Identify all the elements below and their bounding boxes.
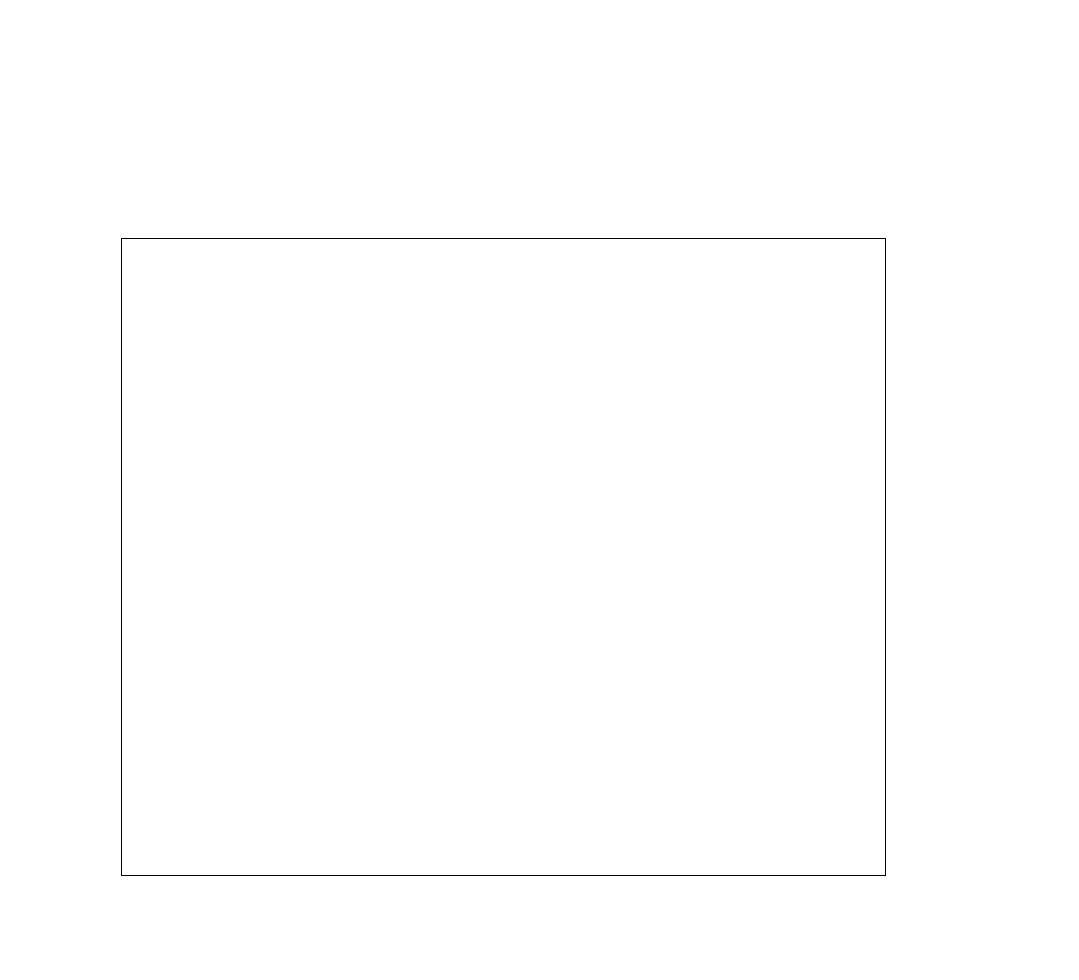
map-canvas <box>122 239 886 876</box>
precipitation-map <box>121 238 886 876</box>
valid-row <box>116 210 124 232</box>
precip-legend <box>920 336 980 776</box>
legend-colorbar <box>920 336 980 776</box>
